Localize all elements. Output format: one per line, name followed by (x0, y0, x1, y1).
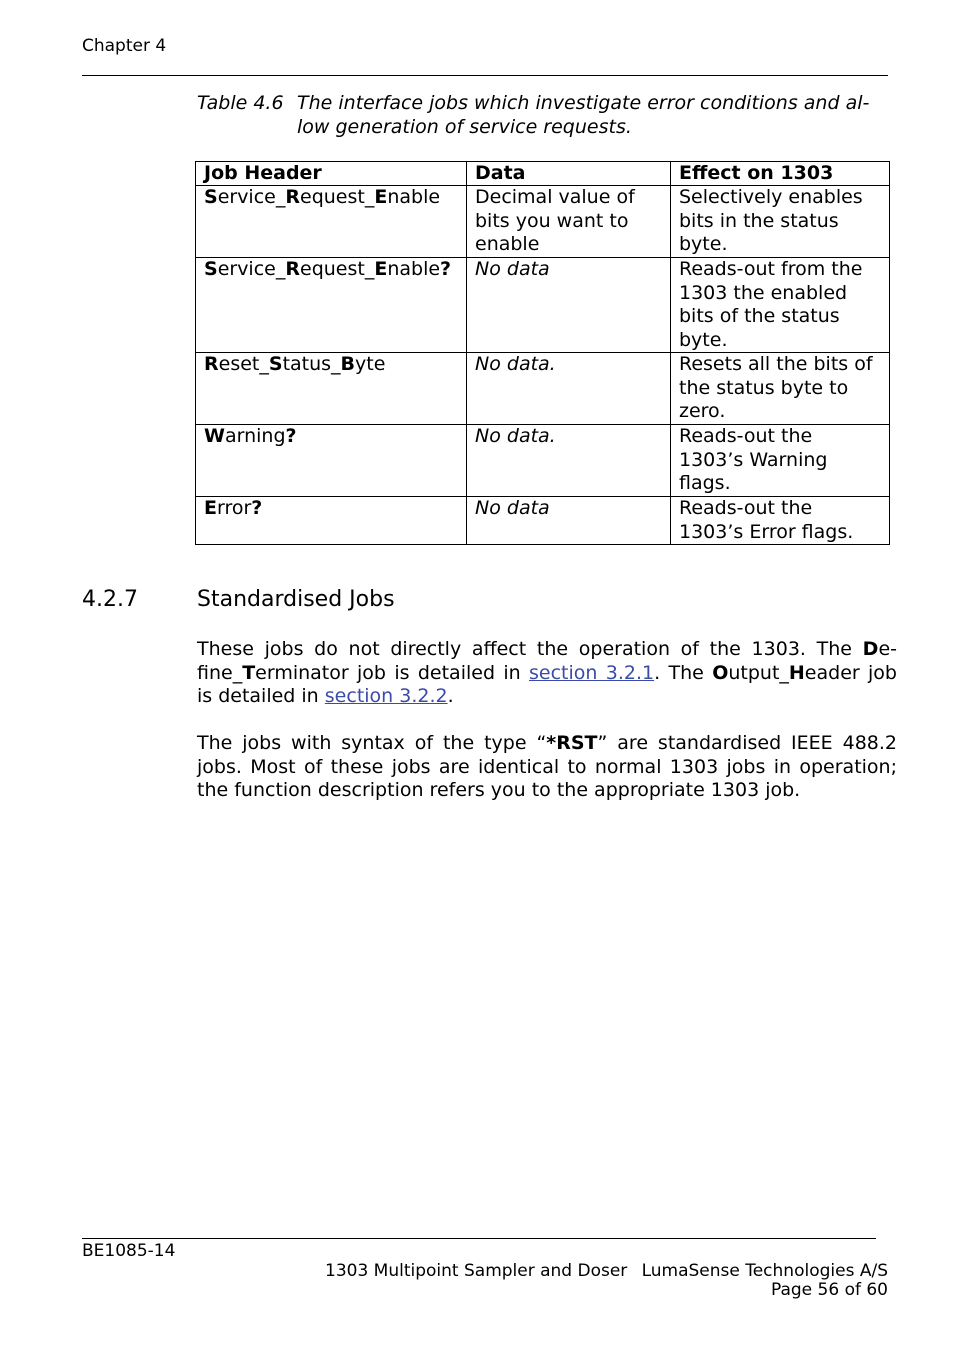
section-link-3-2-2[interactable]: section 3.2.2 (324, 685, 448, 707)
col-header-job: Job Header (196, 162, 467, 186)
chapter-header: Chapter 4 (82, 36, 167, 56)
effect-cell: Reads-out the 1303’s Warning flags. (671, 425, 890, 497)
table-row (196, 258, 890, 353)
data-cell: No data (467, 258, 671, 353)
effect-cell: Selectively enables bits in the status byte. (671, 186, 890, 258)
effect-cell: Reads-out the 1303’s Error flags. (671, 497, 890, 545)
header-rule (82, 75, 888, 76)
footer-doc-id: BE1085-14 (82, 1241, 176, 1261)
job-header-cell: Service_Request_Enable (196, 186, 467, 258)
footer-title: 1303 Multipoint Sampler and Doser (325, 1261, 628, 1281)
data-cell: Decimal value of bits you want to enable (467, 186, 671, 258)
effect-cell: Reads-out from the 1303 the enabled bits of the status byte. (671, 258, 890, 353)
table-row (196, 425, 890, 497)
data-cell: No data. (467, 425, 671, 497)
data-cell: No data. (467, 353, 671, 425)
table-header-row (196, 162, 890, 186)
paragraph-standard-jobs: The jobs with syntax of the type “*RST” are standardised IEEE 488.2 jobs. Most of these jobs are identical to normal 1303 jobs in operation; the function description refers you to the appropriate 1303 job. (197, 732, 897, 801)
table-caption-text: The interface jobs which investigate error conditions and al- low generation of service requests. (297, 92, 870, 138)
job-header-cell: Error? (196, 497, 467, 545)
table-row (196, 497, 890, 545)
footer-rule (82, 1238, 876, 1239)
job-header-cell: Service_Request_Enable? (196, 258, 467, 353)
col-header-data: Data (467, 162, 671, 186)
footer-company: LumaSense Technologies A/S (641, 1261, 888, 1281)
paragraph-intro: These jobs do not directly affect the operation of the 1303. The De- fine_Terminator job is detailed in section 3.2.1. The Output_Header job is detailed in section 3.2.2. (197, 638, 897, 707)
data-cell: No data (467, 497, 671, 545)
effect-cell: Resets all the bits of the status byte to zero. (671, 353, 890, 425)
jobs-table (195, 161, 890, 545)
col-header-effect: Effect on 1303 (671, 162, 890, 186)
section-number: 4.2.7 (82, 587, 138, 612)
footer-page-number: Page 56 of 60 (770, 1280, 888, 1300)
table-caption-number: Table 4.6 (197, 92, 284, 114)
section-title: Standardised Jobs (197, 587, 395, 612)
table-caption (197, 91, 897, 139)
section-link-3-2-1[interactable]: section 3.2.1 (529, 661, 655, 684)
job-header-cell: Warning? (196, 425, 467, 497)
table-row (196, 353, 890, 425)
table-row (196, 186, 890, 258)
job-header-cell: Reset_Status_Byte (196, 353, 467, 425)
